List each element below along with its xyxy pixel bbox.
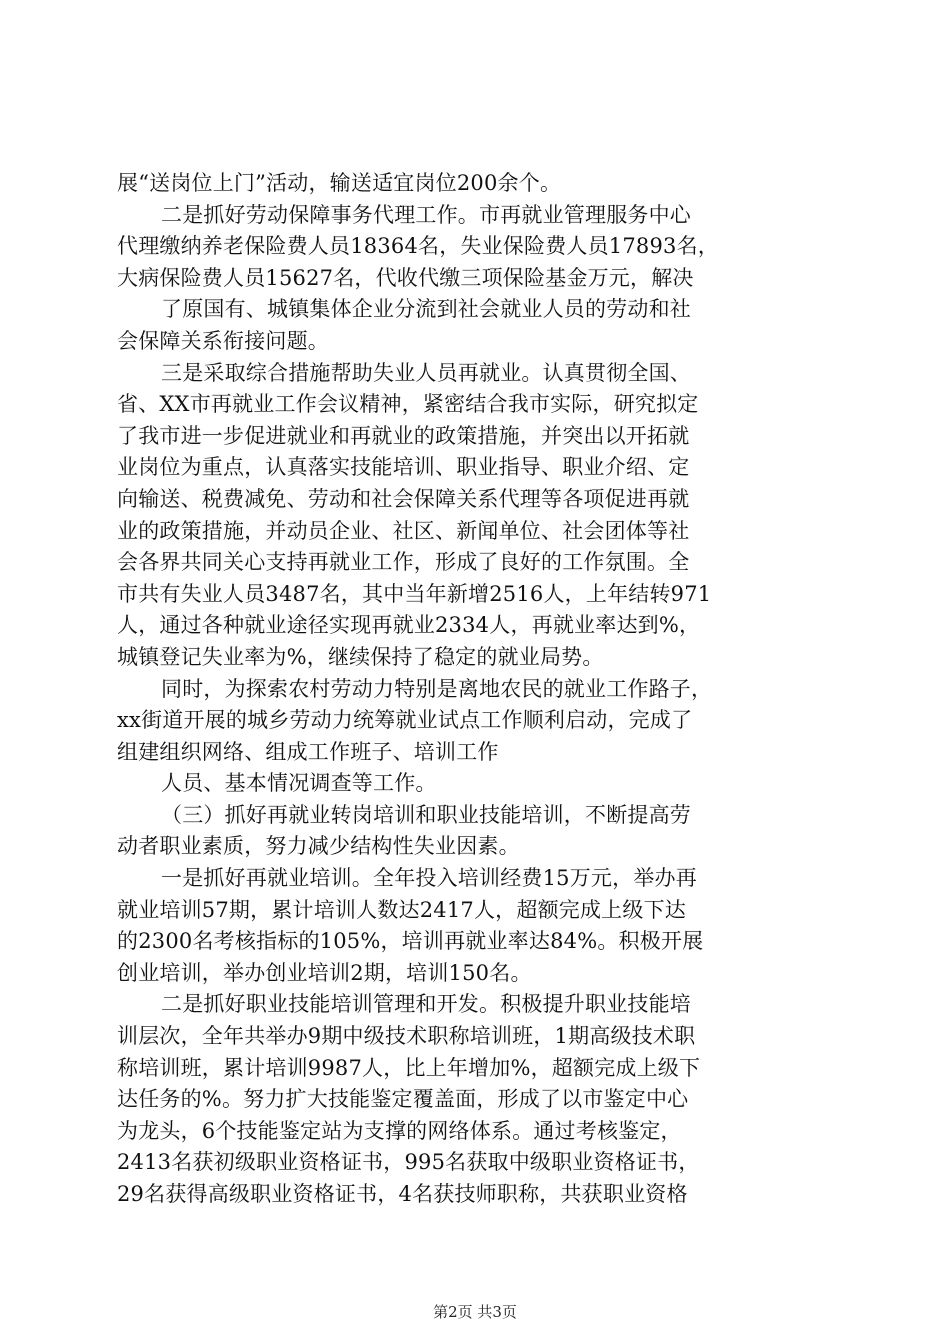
text-line: xx街道开展的城乡劳动力统筹就业试点工作顺利启动，完成了 (117, 708, 693, 733)
text-line: （三）抓好再就业转岗培训和职业技能培训，不断提高劳 (161, 802, 691, 827)
text-line: 人员、基本情况调查等工作。 (161, 771, 437, 796)
text-line: 省、XX市再就业工作会议精神，紧密结合我市实际，研究拟定 (117, 392, 699, 417)
text-line: 就业培训57期，累计培训人数达2417人，超额完成上级下达 (117, 897, 686, 922)
text-line: 业的政策措施，并动员企业、社区、新闻单位、社会团体等社 (117, 518, 690, 543)
text-line: 训层次，全年共举办9期中级技术职称培训班，1期高级技术职 (117, 1024, 696, 1049)
text-line: 大病保险费人员15627名，代收代缴三项保险基金万元，解决 (117, 265, 694, 290)
text-line: 三是采取综合措施帮助失业人员再就业。认真贯彻全国、 (161, 360, 691, 385)
text-line: 一是抓好再就业培训。全年投入培训经费15万元，举办再 (161, 866, 697, 891)
text-line: 二是抓好职业技能培训管理和开发。积极提升职业技能培 (161, 992, 691, 1017)
text-line: 展“送岗位上门”活动，输送适宜岗位200余个。 (117, 171, 562, 195)
text-line: 了我市进一步促进就业和再就业的政策措施，并突出以开拓就 (117, 423, 690, 448)
text-line: 为龙头，6个技能鉴定站为支撑的网络体系。通过考核鉴定， (117, 1118, 682, 1143)
text-line: 动者职业素质，努力减少结构性失业因素。 (117, 834, 520, 859)
text-line: 业岗位为重点，认真落实技能培训、职业指导、职业介绍、定 (117, 455, 690, 480)
text-line: 的2300名考核指标的105%，培训再就业率达84%。积极开展 (117, 929, 704, 954)
text-line: 了原国有、城镇集体企业分流到社会就业人员的劳动和社 (161, 297, 691, 322)
document-body (117, 168, 843, 1211)
text-line: 称培训班，累计培训9987人，比上年增加%，超额完成上级下 (117, 1055, 701, 1080)
text-line: 城镇登记失业率为%，继续保持了稳定的就业局势。 (117, 644, 604, 669)
text-line: 人，通过各种就业途径实现再就业2334人，再就业率达到%， (117, 613, 701, 638)
page-footer: 第2页 共3页 (433, 1303, 517, 1321)
text-line: 同时，为探索农村劳动力特别是离地农民的就业工作路子， (161, 676, 713, 701)
text-line: 2413名获初级职业资格证书，995名获取中级职业资格证书， (117, 1150, 700, 1175)
text-line: 组建组织网络、组成工作班子、培训工作 (117, 739, 499, 764)
text-line: 向输送、税费减免、劳动和社会保障关系代理等各项促进再就 (117, 486, 690, 511)
text-line: 会各界共同关心支持再就业工作，形成了良好的工作氛围。全 (117, 550, 690, 575)
text-line: 达任务的%。努力扩大技能鉴定覆盖面，形成了以市鉴定中心 (117, 1087, 689, 1112)
text-line: 29名获得高级职业资格证书，4名获技师职称，共获职业资格 (117, 1182, 688, 1206)
text-line: 市共有失业人员3487名，其中当年新增2516人，上年结转971 (117, 581, 712, 606)
text-line: 会保障关系衔接问题。 (117, 328, 329, 353)
text-line: 代理缴纳养老保险费人员18364名，失业保险费人员17893名， (117, 234, 720, 259)
text-line: 二是抓好劳动保障事务代理工作。市再就业管理服务中心 (161, 202, 691, 227)
text-line: 创业培训，举办创业培训2期，培训150名。 (117, 960, 532, 985)
